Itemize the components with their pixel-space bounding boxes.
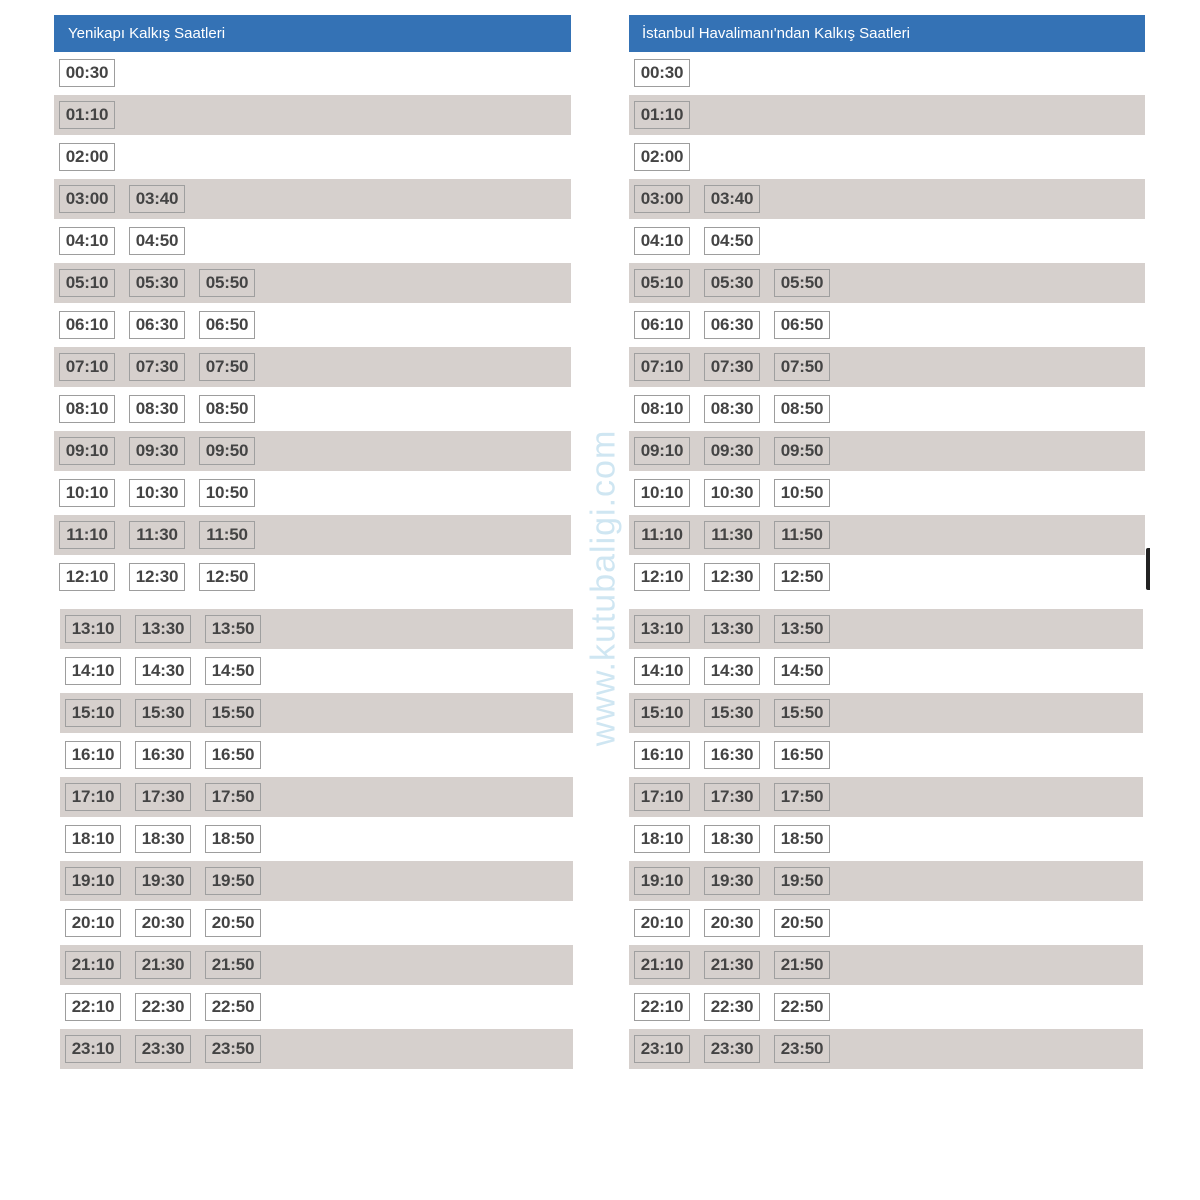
departure-time-chip: 13:30	[135, 615, 191, 643]
departure-time-chip: 21:10	[634, 951, 690, 979]
departure-time-chip: 06:30	[704, 311, 760, 339]
schedule-row	[60, 693, 573, 733]
schedule-row	[60, 735, 573, 775]
departure-time-chip: 02:00	[634, 143, 690, 171]
departure-time-chip: 09:50	[774, 437, 830, 465]
schedule-row	[629, 861, 1143, 901]
departure-time-chip: 14:10	[65, 657, 121, 685]
departure-time-chip: 05:50	[774, 269, 830, 297]
departure-time-chip: 16:30	[704, 741, 760, 769]
departure-time-chip: 13:30	[704, 615, 760, 643]
departure-time-chip: 12:30	[129, 563, 185, 591]
schedule-row	[54, 389, 571, 429]
departure-time-chip: 06:10	[634, 311, 690, 339]
departure-time-chip: 06:50	[199, 311, 255, 339]
schedule-row	[60, 987, 573, 1027]
departure-time-chip: 08:50	[774, 395, 830, 423]
schedule-row	[629, 53, 1145, 93]
schedule-row	[60, 651, 573, 691]
departure-time-chip: 09:10	[634, 437, 690, 465]
departure-time-chip: 17:10	[65, 783, 121, 811]
departure-time-chip: 13:50	[774, 615, 830, 643]
site-watermark: www.kutubaligi.com	[584, 429, 623, 747]
departure-time-chip: 08:50	[199, 395, 255, 423]
departure-time-chip: 17:10	[634, 783, 690, 811]
departure-time-chip: 05:10	[634, 269, 690, 297]
schedule-row	[54, 221, 571, 261]
schedule-row	[54, 431, 571, 471]
schedule-row	[629, 819, 1143, 859]
departure-time-chip: 23:50	[774, 1035, 830, 1063]
schedule-row	[54, 179, 571, 219]
departure-time-chip: 09:10	[59, 437, 115, 465]
schedule-row	[629, 137, 1145, 177]
schedule-row	[54, 263, 571, 303]
schedule-row	[629, 515, 1145, 555]
departure-time-chip: 10:30	[129, 479, 185, 507]
departure-time-chip: 21:10	[65, 951, 121, 979]
departure-time-chip: 21:30	[135, 951, 191, 979]
departure-time-chip: 04:50	[704, 227, 760, 255]
schedule-row	[629, 305, 1145, 345]
schedule-row	[629, 987, 1143, 1027]
schedule-row	[629, 263, 1145, 303]
departure-time-chip: 20:50	[205, 909, 261, 937]
departure-time-chip: 15:10	[634, 699, 690, 727]
departure-time-chip: 20:50	[774, 909, 830, 937]
departure-time-chip: 20:10	[634, 909, 690, 937]
departure-time-chip: 05:10	[59, 269, 115, 297]
departure-time-chip: 23:30	[135, 1035, 191, 1063]
schedule-row	[629, 735, 1143, 775]
departure-time-chip: 18:10	[634, 825, 690, 853]
airport-departures-panel	[629, 15, 1145, 1058]
schedule-row	[60, 819, 573, 859]
departure-time-chip: 06:10	[59, 311, 115, 339]
departure-time-chip: 10:50	[774, 479, 830, 507]
departure-time-chip: 18:50	[205, 825, 261, 853]
departure-time-chip: 08:30	[704, 395, 760, 423]
schedule-row	[629, 693, 1143, 733]
departure-time-chip: 09:50	[199, 437, 255, 465]
schedule-row	[60, 861, 573, 901]
departure-time-chip: 17:50	[205, 783, 261, 811]
departure-time-chip: 08:30	[129, 395, 185, 423]
departure-time-chip: 04:50	[129, 227, 185, 255]
departure-time-chip: 14:50	[205, 657, 261, 685]
departure-time-chip: 12:10	[59, 563, 115, 591]
schedule-row	[629, 389, 1145, 429]
departure-time-chip: 15:30	[135, 699, 191, 727]
departure-time-chip: 16:50	[205, 741, 261, 769]
schedule-row	[54, 347, 571, 387]
departure-time-chip: 03:40	[129, 185, 185, 213]
yenikapi-departures-title: Yenikapı Kalkış Saatleri	[54, 15, 571, 52]
departure-time-chip: 23:10	[65, 1035, 121, 1063]
departure-time-chip: 07:50	[199, 353, 255, 381]
departure-time-chip: 23:50	[205, 1035, 261, 1063]
departure-time-chip: 02:00	[59, 143, 115, 171]
departure-time-chip: 19:50	[774, 867, 830, 895]
departure-time-chip: 22:30	[704, 993, 760, 1021]
departure-time-chip: 15:10	[65, 699, 121, 727]
departure-time-chip: 22:30	[135, 993, 191, 1021]
departure-time-chip: 04:10	[634, 227, 690, 255]
departure-time-chip: 12:30	[704, 563, 760, 591]
departure-time-chip: 21:30	[704, 951, 760, 979]
departure-time-chip: 06:30	[129, 311, 185, 339]
schedule-row	[629, 95, 1145, 135]
departure-time-chip: 08:10	[59, 395, 115, 423]
departure-time-chip: 11:30	[129, 521, 185, 549]
departure-time-chip: 18:30	[704, 825, 760, 853]
schedule-row	[60, 609, 573, 649]
schedule-row	[54, 557, 571, 597]
schedule-row	[54, 137, 571, 177]
departure-time-chip: 11:30	[704, 521, 760, 549]
departure-time-chip: 17:50	[774, 783, 830, 811]
schedule-row	[629, 609, 1143, 649]
departure-time-chip: 14:30	[135, 657, 191, 685]
departure-time-chip: 15:30	[704, 699, 760, 727]
departure-time-chip: 07:10	[59, 353, 115, 381]
departure-time-chip: 05:50	[199, 269, 255, 297]
departure-time-chip: 19:30	[135, 867, 191, 895]
schedule-row	[629, 221, 1145, 261]
departure-time-chip: 10:10	[634, 479, 690, 507]
schedule-row	[629, 903, 1143, 943]
departure-time-chip: 10:50	[199, 479, 255, 507]
departure-time-chip: 15:50	[774, 699, 830, 727]
departure-time-chip: 07:30	[704, 353, 760, 381]
departure-time-chip: 22:10	[65, 993, 121, 1021]
departure-time-chip: 01:10	[59, 101, 115, 129]
departure-time-chip: 22:10	[634, 993, 690, 1021]
schedule-row	[60, 903, 573, 943]
departure-time-chip: 07:10	[634, 353, 690, 381]
departure-time-chip: 14:10	[634, 657, 690, 685]
schedule-row	[629, 945, 1143, 985]
departure-time-chip: 00:30	[59, 59, 115, 87]
departure-time-chip: 10:30	[704, 479, 760, 507]
departure-time-chip: 11:50	[199, 521, 255, 549]
departure-time-chip: 00:30	[634, 59, 690, 87]
departure-time-chip: 13:10	[634, 615, 690, 643]
departure-time-chip: 23:30	[704, 1035, 760, 1063]
departure-time-chip: 15:50	[205, 699, 261, 727]
departure-time-chip: 22:50	[205, 993, 261, 1021]
departure-time-chip: 10:10	[59, 479, 115, 507]
airport-departures-title: İstanbul Havalimanı'ndan Kalkış Saatleri	[629, 15, 1145, 52]
departure-time-chip: 08:10	[634, 395, 690, 423]
departure-time-chip: 21:50	[205, 951, 261, 979]
departure-time-chip: 19:30	[704, 867, 760, 895]
schedule-row	[54, 473, 571, 513]
departure-time-chip: 11:10	[59, 521, 115, 549]
schedule-row	[629, 347, 1145, 387]
schedule-row	[629, 651, 1143, 691]
departure-time-chip: 06:50	[774, 311, 830, 339]
departure-time-chip: 14:30	[704, 657, 760, 685]
departure-time-chip: 13:10	[65, 615, 121, 643]
departure-time-chip: 19:50	[205, 867, 261, 895]
departure-time-chip: 16:10	[65, 741, 121, 769]
departure-time-chip: 23:10	[634, 1035, 690, 1063]
departure-time-chip: 17:30	[704, 783, 760, 811]
departure-time-chip: 07:50	[774, 353, 830, 381]
schedule-row	[629, 179, 1145, 219]
departure-time-chip: 16:10	[634, 741, 690, 769]
schedule-row	[629, 1029, 1143, 1069]
schedule-row	[60, 777, 573, 817]
departure-time-chip: 11:10	[634, 521, 690, 549]
departure-time-chip: 19:10	[65, 867, 121, 895]
departure-time-chip: 14:50	[774, 657, 830, 685]
departure-time-chip: 04:10	[59, 227, 115, 255]
departure-time-chip: 12:10	[634, 563, 690, 591]
scroll-edge-handle	[1146, 548, 1150, 590]
departure-time-chip: 17:30	[135, 783, 191, 811]
departure-time-chip: 03:40	[704, 185, 760, 213]
schedule-row	[629, 473, 1145, 513]
departure-time-chip: 18:50	[774, 825, 830, 853]
schedule-row	[54, 95, 571, 135]
departure-time-chip: 20:10	[65, 909, 121, 937]
departure-time-chip: 01:10	[634, 101, 690, 129]
departure-time-chip: 12:50	[774, 563, 830, 591]
departure-time-chip: 07:30	[129, 353, 185, 381]
schedule-row	[54, 305, 571, 345]
departure-time-chip: 20:30	[135, 909, 191, 937]
departure-time-chip: 13:50	[205, 615, 261, 643]
departure-time-chip: 05:30	[129, 269, 185, 297]
departure-time-chip: 19:10	[634, 867, 690, 895]
departure-time-chip: 09:30	[704, 437, 760, 465]
schedule-row	[54, 515, 571, 555]
yenikapi-departures-panel	[54, 15, 571, 1058]
departure-time-chip: 16:50	[774, 741, 830, 769]
schedule-row	[54, 53, 571, 93]
schedule-row	[629, 557, 1145, 597]
departure-time-chip: 03:00	[634, 185, 690, 213]
departure-time-chip: 16:30	[135, 741, 191, 769]
departure-time-chip: 22:50	[774, 993, 830, 1021]
departure-time-chip: 12:50	[199, 563, 255, 591]
departure-time-chip: 21:50	[774, 951, 830, 979]
departure-time-chip: 18:30	[135, 825, 191, 853]
departure-time-chip: 18:10	[65, 825, 121, 853]
departure-time-chip: 03:00	[59, 185, 115, 213]
departure-time-chip: 20:30	[704, 909, 760, 937]
schedule-row	[60, 1029, 573, 1069]
departure-time-chip: 11:50	[774, 521, 830, 549]
schedule-row	[60, 945, 573, 985]
departure-time-chip: 05:30	[704, 269, 760, 297]
schedule-row	[629, 431, 1145, 471]
departure-time-chip: 09:30	[129, 437, 185, 465]
schedule-row	[629, 777, 1143, 817]
